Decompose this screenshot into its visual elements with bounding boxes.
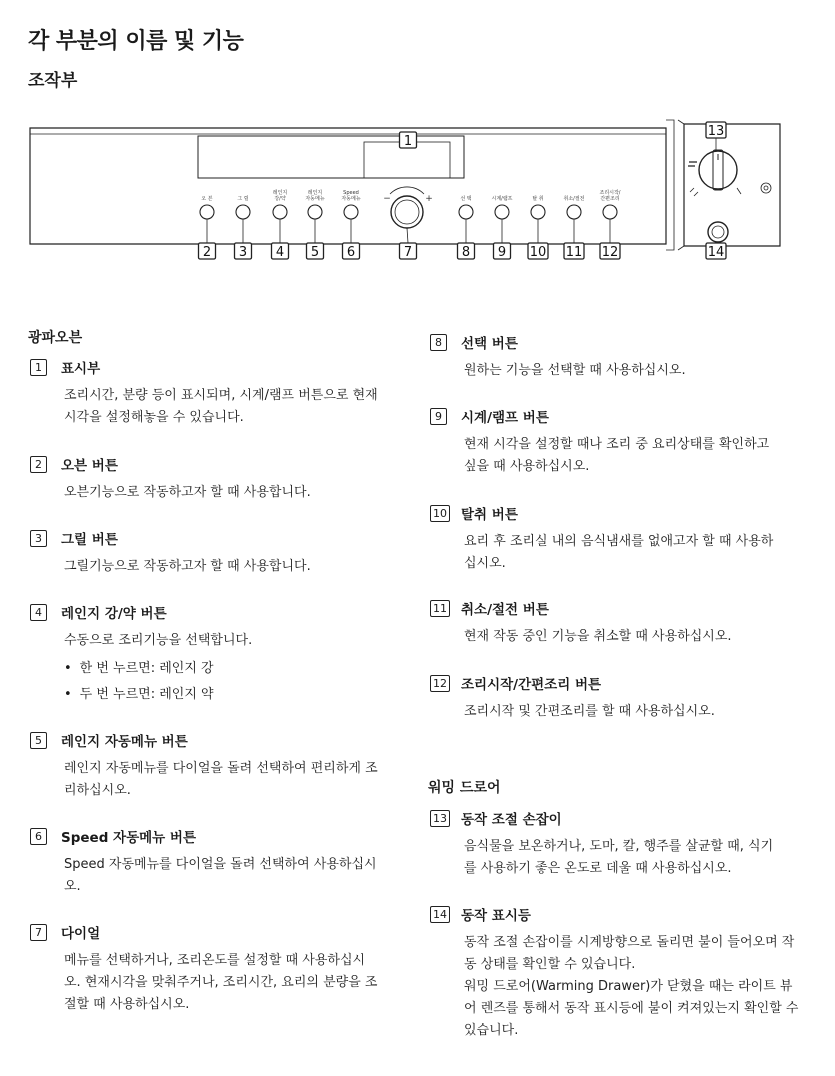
panel-button-caption: 선 택 <box>460 196 472 202</box>
item-number-badge: 2 <box>30 456 47 473</box>
callout-number: 6 <box>346 245 356 260</box>
panel-button <box>491 195 512 219</box>
item-number-badge: 7 <box>30 924 47 941</box>
item-name: 선택 버튼 <box>461 336 518 352</box>
panel-button <box>200 195 214 219</box>
item-number-badge: 13 <box>430 810 450 827</box>
bullet-item: • 한 번 누르면: 레인지 강 <box>64 656 380 682</box>
section-title-oven: 광파오븐 <box>28 330 83 346</box>
bullet-item: • 두 번 누르면: 레인지 약 <box>64 682 380 708</box>
dial-minus: − <box>383 194 391 204</box>
item-name: 오븐 버튼 <box>61 458 118 474</box>
item-number-badge: 3 <box>30 530 47 547</box>
item-description: 조리시작 및 간편조리를 할 때 사용하십시오. <box>464 704 715 719</box>
item-description: Speed 자동메뉴를 다이얼을 돌려 선택하여 사용하십시오. <box>64 857 377 894</box>
item-name: 그릴 버튼 <box>61 532 118 548</box>
item-description: 원하는 기능을 선택할 때 사용하십시오. <box>464 363 686 378</box>
panel-button-circle <box>200 205 214 219</box>
panel-button-circle <box>603 205 617 219</box>
panel-button <box>459 195 473 219</box>
callout-number: 5 <box>310 245 320 260</box>
item-description: 오븐기능으로 작동하고자 할 때 사용합니다. <box>64 485 311 500</box>
panel-button <box>341 190 360 219</box>
panel-button-caption: 레인지 <box>272 190 288 196</box>
callout-number: 8 <box>461 245 471 260</box>
panel-button-caption: 간편조리 <box>600 196 620 202</box>
panel-button-caption: 취소/절전 <box>563 196 585 202</box>
item-number-badge: 11 <box>430 600 450 617</box>
item-description: 요리 후 조리실 내의 음식냄새를 없애고자 할 때 사용하십시오. <box>464 534 774 571</box>
item-13 <box>430 808 780 880</box>
panel-button <box>305 189 324 219</box>
item-name: 취소/절전 버튼 <box>461 602 549 618</box>
panel-button <box>599 189 620 219</box>
item-5 <box>30 730 380 802</box>
dial-plus: + <box>425 194 433 204</box>
panel-button-caption: 조리시작/ <box>599 190 621 196</box>
panel-button-circle <box>567 205 581 219</box>
item-number-badge: 10 <box>430 505 450 522</box>
callout-number: 2 <box>202 245 212 260</box>
item-name: 표시부 <box>61 361 101 377</box>
callout-number: 13 <box>707 124 725 139</box>
item-14 <box>430 904 800 1042</box>
dial <box>383 187 433 228</box>
item-6 <box>30 826 380 898</box>
item-name: 조리시작/간편조리 버튼 <box>461 677 602 693</box>
panel-button-circle <box>495 205 509 219</box>
item-number-badge: 12 <box>430 675 450 692</box>
item-number-badge: 14 <box>430 906 450 923</box>
item-8 <box>430 332 780 382</box>
item-1 <box>30 357 380 429</box>
item-7 <box>30 922 380 1016</box>
panel-button-circle <box>308 205 322 219</box>
item-name: 동작 조절 손잡이 <box>461 812 562 828</box>
callout-number: 3 <box>238 245 248 260</box>
item-description: 메뉴를 선택하거나, 조리온도를 설정할 때 사용하십시오. 현재시각을 맞춰주거나, 조리시간, 요리의 분량을 조절할 때 사용하십시오. <box>64 953 378 1012</box>
panel-button <box>563 195 584 219</box>
item-number-badge: 5 <box>30 732 47 749</box>
item-2 <box>30 454 380 504</box>
item-9 <box>430 406 780 478</box>
panel-button <box>273 189 288 219</box>
panel-button-circle <box>236 205 250 219</box>
panel-button-caption: 그 릴 <box>237 196 249 202</box>
item-10 <box>430 503 780 575</box>
item-12 <box>430 673 780 723</box>
callout-number: 14 <box>707 245 725 260</box>
panel-button <box>236 195 250 219</box>
item-3 <box>30 528 380 578</box>
panel-button-caption: 레인지 <box>307 190 323 196</box>
item-description: 현재 시각을 설정할 때나 조리 중 요리상태를 확인하고 싶을 때 사용하십시오. <box>464 437 770 474</box>
panel-button-caption: 자동메뉴 <box>341 196 361 202</box>
callout-number: 9 <box>497 245 507 260</box>
operation-indicator-lamp <box>708 222 728 242</box>
item-number-badge: 1 <box>30 359 47 376</box>
callout-number: 1 <box>403 134 413 149</box>
item-description: 음식물을 보온하거나, 도마, 칼, 행주를 살균할 때, 식기를 사용하기 좋은 온도로 데울 때 사용하십시오. <box>464 839 774 876</box>
item-bullets <box>64 656 380 708</box>
item-name: 다이얼 <box>61 926 101 942</box>
panel-button-caption: 자동메뉴 <box>305 196 325 202</box>
item-description: 수동으로 조리기능을 선택합니다. <box>64 633 253 648</box>
callout-number: 7 <box>403 245 413 260</box>
panel-button-caption: 시계/램프 <box>491 196 513 202</box>
item-description: 현재 작동 중인 기능을 취소할 때 사용하십시오. <box>464 629 732 644</box>
item-description: 그릴기능으로 작동하고자 할 때 사용합니다. <box>64 559 311 574</box>
callout-number: 4 <box>275 245 285 260</box>
item-number-badge: 8 <box>430 334 447 351</box>
item-number-badge: 9 <box>430 408 447 425</box>
item-11 <box>430 598 780 648</box>
panel-button <box>531 195 545 219</box>
callout-number: 12 <box>601 245 619 260</box>
control-panel-diagram <box>0 110 835 270</box>
callout-leader <box>407 228 408 243</box>
oven-panel <box>30 120 674 250</box>
page-subtitle: 조작부 <box>28 71 78 91</box>
panel-button-caption: Speed <box>343 190 359 196</box>
item-name: Speed 자동메뉴 버튼 <box>61 830 197 846</box>
callout-number: 11 <box>565 245 583 260</box>
item-4 <box>30 602 380 708</box>
item-name: 레인지 강/약 버튼 <box>61 606 167 622</box>
item-number-badge: 6 <box>30 828 47 845</box>
section-title-warming-drawer: 워밍 드로어 <box>428 780 501 796</box>
item-name: 시계/램프 버튼 <box>461 410 549 426</box>
item-description: 동작 조절 손잡이를 시계방향으로 돌리면 불이 들어오며 작동 상태를 확인할 수 있습니다. 워밍 드로어(Warming Drawer)가 닫혔을 때는 라이트 뷰어 렌즈를 통해서 동작 표시등에 불이 켜져있는지 확인할 수 있습니다. <box>464 935 799 1038</box>
panel-button-circle <box>344 205 358 219</box>
panel-button-caption: 강/약 <box>274 196 286 202</box>
item-name: 동작 표시등 <box>461 908 531 924</box>
panel-button-circle <box>531 205 545 219</box>
item-name: 탈취 버튼 <box>461 507 518 523</box>
warming-drawer-panel <box>678 120 780 250</box>
panel-button-caption: 탈 취 <box>532 196 544 202</box>
panel-button-caption: 오 븐 <box>201 196 213 202</box>
item-description: 레인지 자동메뉴를 다이얼을 돌려 선택하여 편리하게 조리하십시오. <box>64 761 378 798</box>
item-description: 조리시간, 분량 등이 표시되며, 시계/램프 버튼으로 현재 시각을 설정해놓을 수 있습니다. <box>64 388 378 425</box>
panel-button-circle <box>459 205 473 219</box>
callout-number: 10 <box>529 245 547 260</box>
panel-button-circle <box>273 205 287 219</box>
item-name: 레인지 자동메뉴 버튼 <box>61 734 188 750</box>
page-title: 각 부분의 이름 및 기능 <box>28 29 244 54</box>
item-number-badge: 4 <box>30 604 47 621</box>
